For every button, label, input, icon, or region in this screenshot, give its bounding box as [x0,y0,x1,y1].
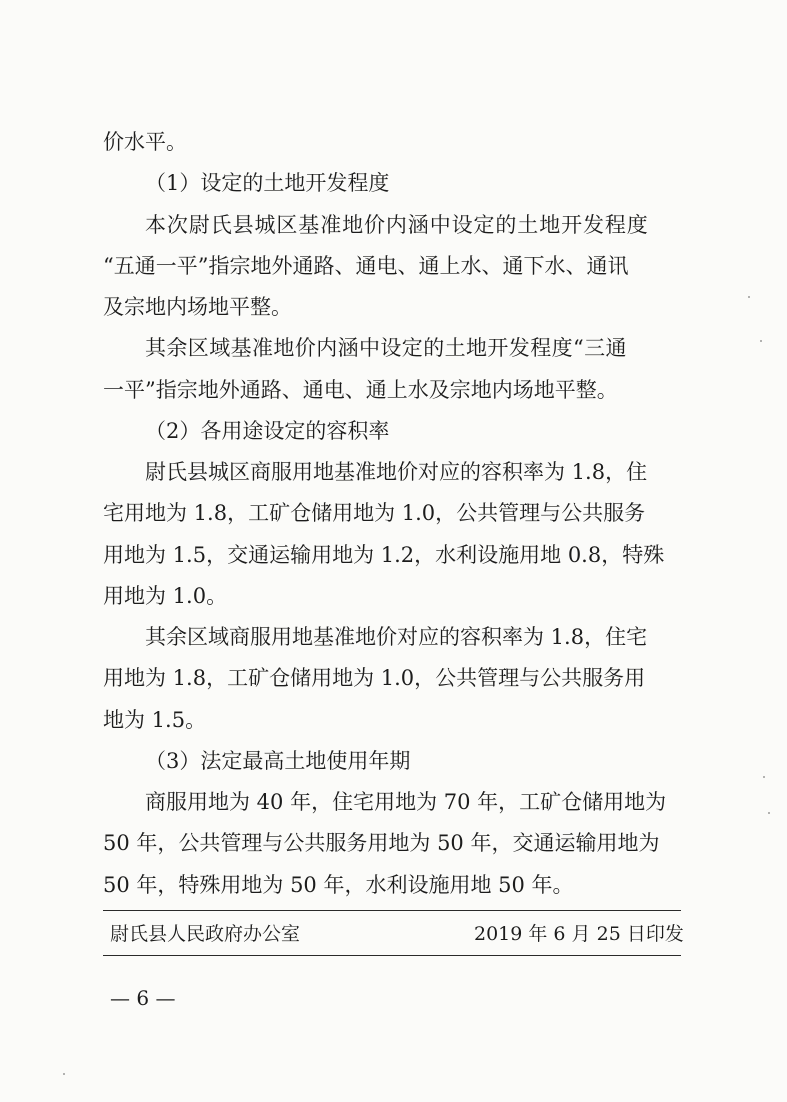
body-line: 用地为 1.8，工矿仓储用地为 1.0，公共管理与公共服务用 [103,666,646,690]
body-line: “五通一平”指宗地外通路、通电、通上水、通下水、通讯 [103,254,629,278]
body-line: 其余区域基准地价内涵中设定的土地开发程度“三通 [145,336,627,360]
scan-speck [63,1073,65,1075]
section-heading-1: （1）设定的土地开发程度 [145,171,390,195]
body-line: 尉氏县城区商服用地基准地价对应的容积率为 1.8，住 [145,460,648,484]
body-line: 用地为 1.0。 [103,584,228,608]
scan-speck [768,812,770,814]
body-line: 及宗地内场地平整。 [103,295,292,319]
issuer-name: 尉氏县人民政府办公室 [110,923,301,945]
body-line: 50 年，特殊用地为 50 年，水利设施用地 50 年。 [103,873,574,897]
footer-top-rule [103,910,681,911]
scan-speck [763,776,765,778]
body-line: 本次尉氏县城区基准地价内涵中设定的土地开发程度 [145,213,649,237]
body-line: 用地为 1.5，交通运输用地为 1.2，水利设施用地 0.8，特殊 [103,543,665,567]
body-line: 商服用地为 40 年，住宅用地为 70 年，工矿仓储用地为 [145,790,667,814]
scan-speck [760,340,762,342]
body-line: 地为 1.5。 [103,708,207,732]
issue-date: 2019 年 6 月 25 日印发 [474,923,684,945]
body-line: 宅用地为 1.8，工矿仓储用地为 1.0，公共管理与公共服务 [103,501,646,525]
footer-bottom-rule [103,955,681,956]
section-heading-2: （2）各用途设定的容积率 [145,419,390,443]
body-line: 其余区域商服用地基准地价对应的容积率为 1.8，住宅 [145,625,648,649]
scan-speck [748,296,750,298]
body-line: 一平”指宗地外通路、通电、通上水及宗地内场地平整。 [103,378,618,402]
page-number: — 6 — [110,986,176,1010]
body-line: 50 年，公共管理与公共服务用地为 50 年，交通运输用地为 [103,831,660,855]
body-line: 价水平。 [103,130,187,154]
section-heading-3: （3）法定最高土地使用年期 [145,749,411,773]
